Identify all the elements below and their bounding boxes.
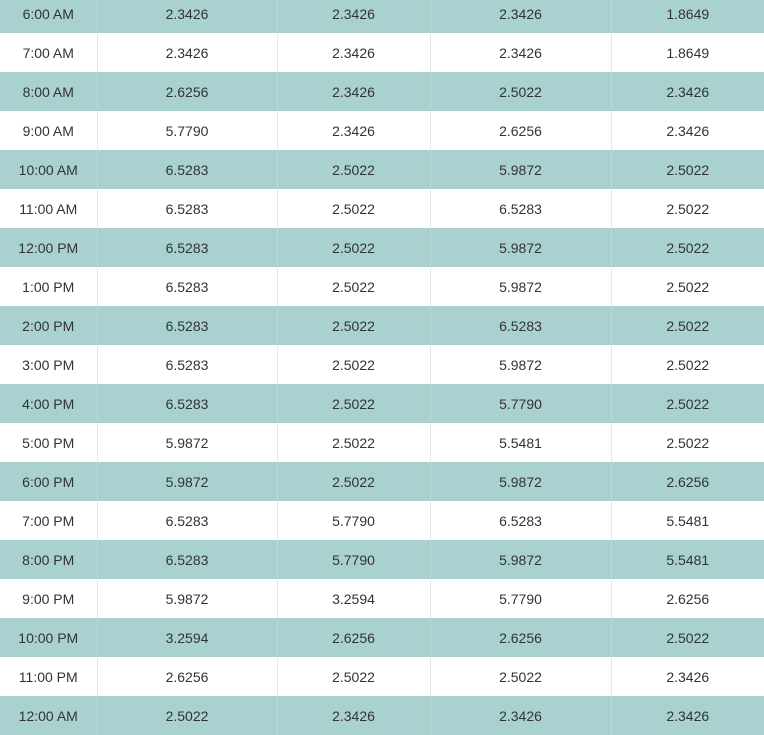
time-cell: 10:00 PM	[0, 618, 97, 657]
value-cell: 5.9872	[430, 345, 611, 384]
value-cell: 1.8649	[611, 33, 764, 72]
value-cell: 5.9872	[97, 462, 277, 501]
value-cell: 2.3426	[277, 111, 430, 150]
time-cell: 12:00 AM	[0, 696, 97, 735]
value-cell: 2.3426	[430, 33, 611, 72]
value-cell: 2.5022	[611, 345, 764, 384]
value-cell: 2.5022	[277, 306, 430, 345]
value-cell: 2.5022	[611, 384, 764, 423]
table-row	[0, 0, 764, 33]
table-row	[0, 384, 764, 423]
value-cell: 5.7790	[430, 384, 611, 423]
table-row	[0, 462, 764, 501]
value-cell: 2.6256	[97, 72, 277, 111]
value-cell: 5.5481	[611, 540, 764, 579]
table-row	[0, 189, 764, 228]
value-cell: 2.3426	[97, 33, 277, 72]
value-cell: 6.5283	[97, 228, 277, 267]
value-cell: 5.9872	[97, 423, 277, 462]
value-cell: 2.5022	[611, 150, 764, 189]
value-cell: 6.5283	[430, 306, 611, 345]
value-cell: 2.5022	[277, 150, 430, 189]
value-cell: 5.5481	[611, 501, 764, 540]
value-cell: 2.5022	[277, 657, 430, 696]
value-cell: 2.5022	[430, 72, 611, 111]
time-cell: 11:00 PM	[0, 657, 97, 696]
value-cell: 2.3426	[277, 33, 430, 72]
value-cell: 5.9872	[430, 540, 611, 579]
time-cell: 10:00 AM	[0, 150, 97, 189]
table-row	[0, 228, 764, 267]
time-cell: 9:00 AM	[0, 111, 97, 150]
time-cell: 7:00 PM	[0, 501, 97, 540]
value-cell: 2.5022	[611, 423, 764, 462]
value-cell: 6.5283	[97, 540, 277, 579]
value-cell: 2.3426	[277, 0, 430, 33]
table-row	[0, 540, 764, 579]
table-row	[0, 267, 764, 306]
time-cell: 6:00 AM	[0, 0, 97, 33]
value-cell: 2.5022	[611, 228, 764, 267]
value-cell: 2.6256	[611, 462, 764, 501]
value-cell: 5.7790	[277, 501, 430, 540]
table-row	[0, 111, 764, 150]
value-cell: 5.9872	[430, 462, 611, 501]
value-cell: 5.7790	[277, 540, 430, 579]
value-cell: 2.5022	[277, 267, 430, 306]
value-cell: 2.6256	[611, 579, 764, 618]
value-cell: 6.5283	[97, 189, 277, 228]
time-cell: 11:00 AM	[0, 189, 97, 228]
value-cell: 2.5022	[277, 384, 430, 423]
value-cell: 6.5283	[430, 501, 611, 540]
value-cell: 5.9872	[97, 579, 277, 618]
time-cell: 12:00 PM	[0, 228, 97, 267]
value-cell: 2.3426	[611, 696, 764, 735]
value-cell: 2.3426	[430, 696, 611, 735]
value-cell: 6.5283	[97, 501, 277, 540]
time-cell: 4:00 PM	[0, 384, 97, 423]
value-cell: 5.5481	[430, 423, 611, 462]
table-row	[0, 72, 764, 111]
value-cell: 2.5022	[277, 228, 430, 267]
value-cell: 2.5022	[97, 696, 277, 735]
value-cell: 5.7790	[97, 111, 277, 150]
table-row	[0, 150, 764, 189]
value-cell: 2.3426	[277, 696, 430, 735]
value-cell: 2.3426	[611, 72, 764, 111]
table-row	[0, 423, 764, 462]
value-cell: 6.5283	[97, 384, 277, 423]
value-cell: 5.9872	[430, 150, 611, 189]
value-cell: 2.6256	[430, 618, 611, 657]
table-row	[0, 618, 764, 657]
table-row	[0, 306, 764, 345]
time-cell: 8:00 AM	[0, 72, 97, 111]
time-cell: 3:00 PM	[0, 345, 97, 384]
time-cell: 6:00 PM	[0, 462, 97, 501]
value-cell: 1.8649	[611, 0, 764, 33]
value-cell: 2.6256	[430, 111, 611, 150]
value-cell: 3.2594	[277, 579, 430, 618]
table-row	[0, 696, 764, 735]
value-cell: 2.3426	[277, 72, 430, 111]
time-cell: 1:00 PM	[0, 267, 97, 306]
value-cell: 3.2594	[97, 618, 277, 657]
value-cell: 2.5022	[611, 306, 764, 345]
value-cell: 2.3426	[430, 0, 611, 33]
value-cell: 2.5022	[277, 423, 430, 462]
time-cell: 2:00 PM	[0, 306, 97, 345]
table-row	[0, 33, 764, 72]
value-cell: 2.6256	[97, 657, 277, 696]
value-cell: 2.5022	[611, 189, 764, 228]
time-cell: 5:00 PM	[0, 423, 97, 462]
table-row	[0, 579, 764, 618]
value-cell: 2.5022	[277, 462, 430, 501]
table-row	[0, 657, 764, 696]
value-cell: 5.7790	[430, 579, 611, 618]
value-cell: 2.5022	[277, 189, 430, 228]
value-cell: 2.5022	[611, 618, 764, 657]
value-cell: 6.5283	[97, 267, 277, 306]
value-cell: 2.5022	[277, 345, 430, 384]
value-cell: 6.5283	[97, 150, 277, 189]
value-cell: 2.5022	[611, 267, 764, 306]
value-cell: 2.3426	[97, 0, 277, 33]
value-cell: 2.3426	[611, 111, 764, 150]
table-row	[0, 501, 764, 540]
value-cell: 2.6256	[277, 618, 430, 657]
value-cell: 5.9872	[430, 267, 611, 306]
value-cell: 5.9872	[430, 228, 611, 267]
time-cell: 8:00 PM	[0, 540, 97, 579]
table-row	[0, 345, 764, 384]
value-cell: 6.5283	[430, 189, 611, 228]
value-cell: 6.5283	[97, 345, 277, 384]
value-cell: 2.5022	[430, 657, 611, 696]
value-cell: 2.3426	[611, 657, 764, 696]
value-cell: 6.5283	[97, 306, 277, 345]
time-cell: 9:00 PM	[0, 579, 97, 618]
time-cell: 7:00 AM	[0, 33, 97, 72]
